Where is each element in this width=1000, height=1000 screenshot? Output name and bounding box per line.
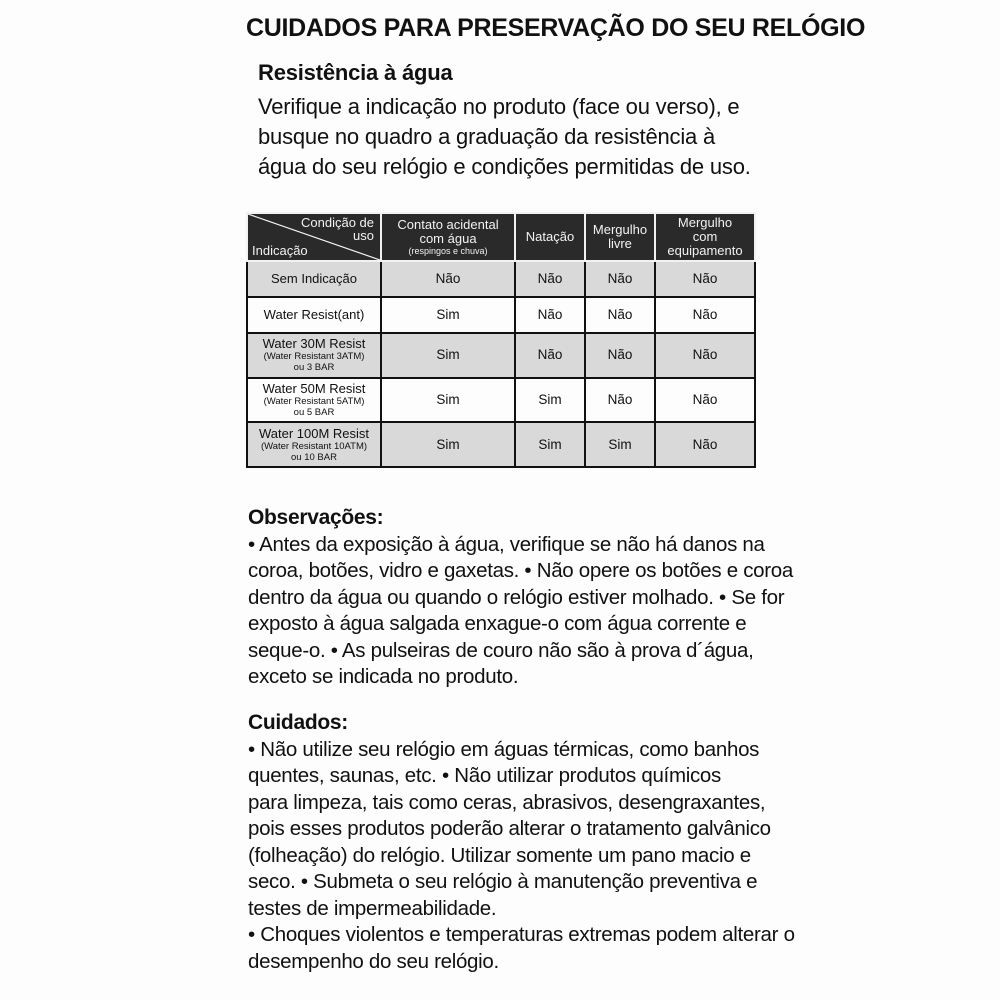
care-line: para limpeza, tais como ceras, abrasivos, desengraxantes, <box>248 790 766 814</box>
row-label-main: Water 100M Resist <box>258 425 370 441</box>
care-line: seco. • Submeta o seu relógio à manutenção preventiva e <box>248 870 758 893</box>
table-row <box>247 422 755 467</box>
table-row <box>247 261 755 297</box>
observations-section <box>248 505 794 691</box>
corner-condition-line: uso <box>353 228 374 243</box>
table-cell: Não <box>381 261 515 297</box>
care-line: desempenho do seu relógio. <box>248 949 499 973</box>
intro-line: água do seu relógio e condições permitidas de uso. <box>258 154 751 179</box>
care-line: testes de impermeabilidade. <box>248 896 497 920</box>
table-cell: Sim <box>381 378 515 423</box>
table-cell: Não <box>655 261 755 297</box>
table-cell: Não <box>655 422 755 467</box>
care-heading: Cuidados: <box>248 711 348 734</box>
table-row <box>247 333 755 378</box>
table-cell: Sim <box>515 422 585 467</box>
observation-line: coroa, botões, vidro e gaxetas. • Não opere os botões e coroa <box>248 559 794 582</box>
header-line: Mergulho <box>592 222 648 237</box>
header-line: com <box>692 229 718 244</box>
corner-indication-label: Indicação <box>252 243 308 258</box>
observations-heading: Observações: <box>248 506 384 529</box>
care-line: • Choques violentos e temperaturas extremas podem alterar o <box>248 923 795 946</box>
header-line: Contato acidental <box>397 217 499 232</box>
table-cell: Sim <box>585 422 655 467</box>
column-header-free-diving <box>585 213 655 261</box>
observation-line: exceto se indicada no produto. <box>248 665 519 688</box>
header-line: Natação <box>525 229 575 244</box>
table-cell: Não <box>585 261 655 297</box>
page-title: CUIDADOS PARA PRESERVAÇÃO DO SEU RELÓGIO <box>246 14 866 42</box>
table-header-row <box>247 213 755 261</box>
row-label-detail: ou 3 BAR <box>293 362 335 374</box>
water-resistance-table <box>246 212 756 468</box>
table-cell: Não <box>585 378 655 423</box>
row-label <box>247 378 381 423</box>
table-corner-header <box>247 213 381 261</box>
column-header-swimming <box>515 213 585 261</box>
row-label-main: Water 50M Resist <box>262 381 366 397</box>
row-label-main: Water Resist(ant) <box>263 307 365 323</box>
row-label <box>247 261 381 297</box>
row-label-main: Water 30M Resist <box>262 336 366 352</box>
header-line: com água <box>419 231 477 246</box>
header-subtext: (respingos e chuva) <box>408 246 488 256</box>
table-cell: Não <box>655 378 755 423</box>
row-label-detail: (Water Resistant 5ATM) <box>263 396 365 408</box>
table-cell: Sim <box>381 422 515 467</box>
table-cell: Sim <box>381 333 515 378</box>
row-label-detail: (Water Resistant 3ATM) <box>263 351 365 363</box>
row-label-main: Sem Indicação <box>271 271 357 287</box>
column-header-accidental <box>381 213 515 261</box>
corner-condition-line: Condição de <box>301 215 374 230</box>
care-line: (folheação) do relógio. Utilizar somente um pano macio e <box>248 843 751 867</box>
care-section <box>248 710 795 975</box>
table-cell: Sim <box>515 378 585 423</box>
care-line: • Não utilize seu relógio em águas térmicas, como banhos <box>248 737 760 761</box>
column-header-equipment-diving <box>655 213 755 261</box>
table-cell: Sim <box>381 297 515 333</box>
header-line: livre <box>608 236 632 251</box>
observation-line: exposto à água salgada enxague-o com água corrente e <box>248 612 747 635</box>
row-label-detail: ou 10 BAR <box>291 451 337 463</box>
row-label <box>247 297 381 333</box>
table-cell: Não <box>655 333 755 378</box>
header-line: equipamento <box>667 243 743 258</box>
row-label <box>247 422 381 467</box>
table-cell: Não <box>515 261 585 297</box>
observation-line: seque-o. • As pulseiras de couro não são à prova d´água, <box>248 638 754 662</box>
observation-line: • Antes da exposição à água, verifique se não há danos na <box>248 532 765 556</box>
header-line: Mergulho <box>677 215 733 230</box>
table-cell: Não <box>585 333 655 378</box>
table-row <box>247 297 755 333</box>
intro-line: Verifique a indicação no produto (face ou verso), e <box>258 94 740 119</box>
row-label <box>247 333 381 378</box>
observation-line: dentro da água ou quando o relógio estiver molhado. • Se for <box>248 585 785 609</box>
corner-condition-label <box>301 216 374 242</box>
table-cell: Não <box>655 297 755 333</box>
table-cell: Não <box>515 333 585 378</box>
section-subtitle: Resistência à água <box>258 60 453 85</box>
intro-line: busque no quadro a graduação da resistência à <box>258 124 716 149</box>
row-label-detail: ou 5 BAR <box>293 407 335 419</box>
table-row <box>247 378 755 423</box>
table-cell: Não <box>585 297 655 333</box>
table-cell: Não <box>515 297 585 333</box>
care-line: pois esses produtos poderão alterar o tratamento galvânico <box>248 817 771 840</box>
row-label-detail: (Water Resistant 10ATM) <box>260 440 368 452</box>
care-line: quentes, saunas, etc. • Não utilizar produtos químicos <box>248 764 721 787</box>
intro-paragraph <box>258 92 758 182</box>
